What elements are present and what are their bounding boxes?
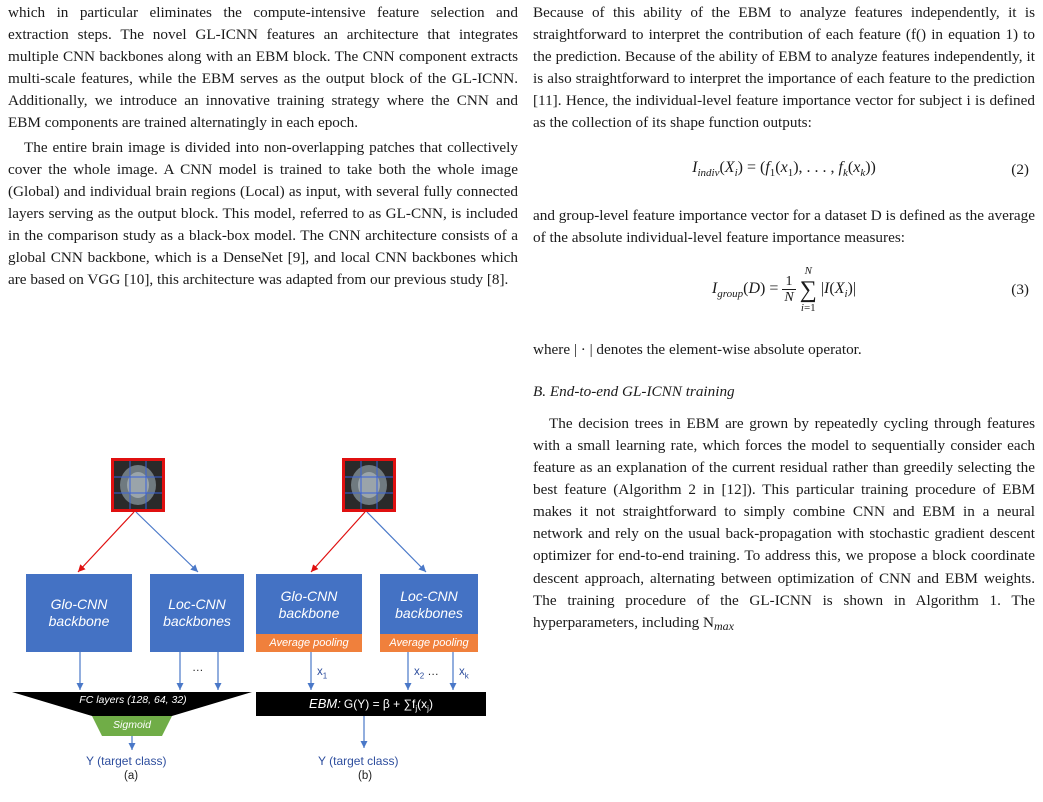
right-column bbox=[533, 0, 1035, 637]
ebm-block: EBM: $G(Y) = \beta + \sum f_j(x_j)$ bbox=[256, 692, 486, 716]
section-heading-b: B. End-to-end GL-ICNN training bbox=[533, 382, 735, 400]
equation-3-math: $I_{group}(D) = 1$ N N ∑ i=1 $|I(X_i)|$ bbox=[711, 264, 857, 314]
average-pooling-b1: Average pooling bbox=[256, 634, 362, 652]
target-class-b: Y (target class) bbox=[318, 754, 399, 768]
average-pooling-b2: Average pooling bbox=[380, 634, 478, 652]
xk-label: $x_k$ bbox=[459, 666, 469, 681]
right-paragraph-4: The decision trees in EBM are grown by repeatedly cycling through features with a small learning rate, which forces the model to sequentially consider each feature as an explanation of the current residual rather than greedily selecting the best feature (Algorithm 2 in [12]). This particular training procedure of EBM makes it not straightforward to simply combine CNN and EBM in a neural network and rely on the usual back-propagation with stochastic gradient descent optimizer for end-to-end training. To address this, we propose a block coordinate descent approach, alternating between optimization of CNN and EBM weights. The training procedure of the GL-ICNN is shown in Algorithm 1. The hyperparameters, including Nmax bbox=[533, 414, 1035, 633]
dots-a: … bbox=[192, 662, 204, 674]
right-paragraph-1: Because of this ability of the EBM to analyze features independently, it is straightforward to interpret the contribution of each feature (f() in equation 1) to the prediction. Because of the ability of EBM to analyze features independently, it is also straightforward to interpret the importance of each feature to the prediction [11]. Hence, the individual-level feature importance vector for subject i is defined as the collection of its shape function outputs: bbox=[533, 4, 1035, 132]
brain-image-b bbox=[342, 458, 396, 512]
left-column bbox=[8, 0, 518, 291]
brain-image-a bbox=[111, 458, 165, 512]
left-paragraph-2: The entire brain image is divided into non-overlapping patches that collectively cover the whole image. A CNN model is trained to take both the whole image (Global) and individual brain regions (Local) as input, with several fully connected layers serving as the output block. This model, referred to as GL-CNN, is included in the comparison study as a black-box model. The CNN architecture consists of a global CNN backbone, which is a DenseNet [9], and local CNN backbones which are based on VGG [10], this architecture was adapted from our previous study [8]. bbox=[8, 138, 518, 289]
x2-label: $x_2$ … bbox=[414, 666, 439, 681]
equation-3 bbox=[533, 259, 1035, 321]
caption-a: (a) bbox=[124, 770, 139, 782]
glo-cnn-box-a: Glo-CNN backbone bbox=[26, 574, 132, 652]
architecture-figure bbox=[8, 452, 518, 792]
loc-cnn-box-a: Loc-CNN backbones bbox=[150, 574, 244, 652]
equation-2 bbox=[533, 151, 1035, 193]
equation-2-number: (2) bbox=[1011, 160, 1029, 178]
left-paragraph-1: which in particular eliminates the compute-intensive feature selection and extraction steps. The novel GL-ICNN features an architecture that integrates multiple CNN backbones along with an EBM block. The CNN component extracts multi-scale features, while the EBM serves as the output block of the GL-ICNN. Additionally, we introduce an innovative training strategy where the CNN and EBM components are trained alternatingly in each epoch. bbox=[8, 4, 518, 132]
sigmoid-label: Sigmoid bbox=[113, 719, 151, 731]
equation-2-math: $I_{indiv}(X_i) = (f_1(x_1)$, . . . , $f_k(x_k)$) bbox=[692, 158, 876, 179]
glo-cnn-box-b: Glo-CNN backbone bbox=[256, 574, 362, 634]
right-paragraph-2: and group-level feature importance vector for a dataset D is defined as the average of the absolute individual-level feature importance measures: bbox=[533, 206, 1035, 246]
equation-3-number: (3) bbox=[1011, 280, 1029, 298]
right-paragraph-3: where | · | denotes the element-wise absolute operator. bbox=[533, 340, 862, 358]
loc-cnn-box-b: Loc-CNN backbones bbox=[380, 574, 478, 634]
fc-layers-label: FC layers (128, 64, 32) bbox=[79, 694, 187, 706]
x1-label: $x_1$ bbox=[317, 666, 328, 681]
target-class-a: Y (target class) bbox=[86, 754, 167, 768]
caption-b: (b) bbox=[358, 770, 373, 782]
